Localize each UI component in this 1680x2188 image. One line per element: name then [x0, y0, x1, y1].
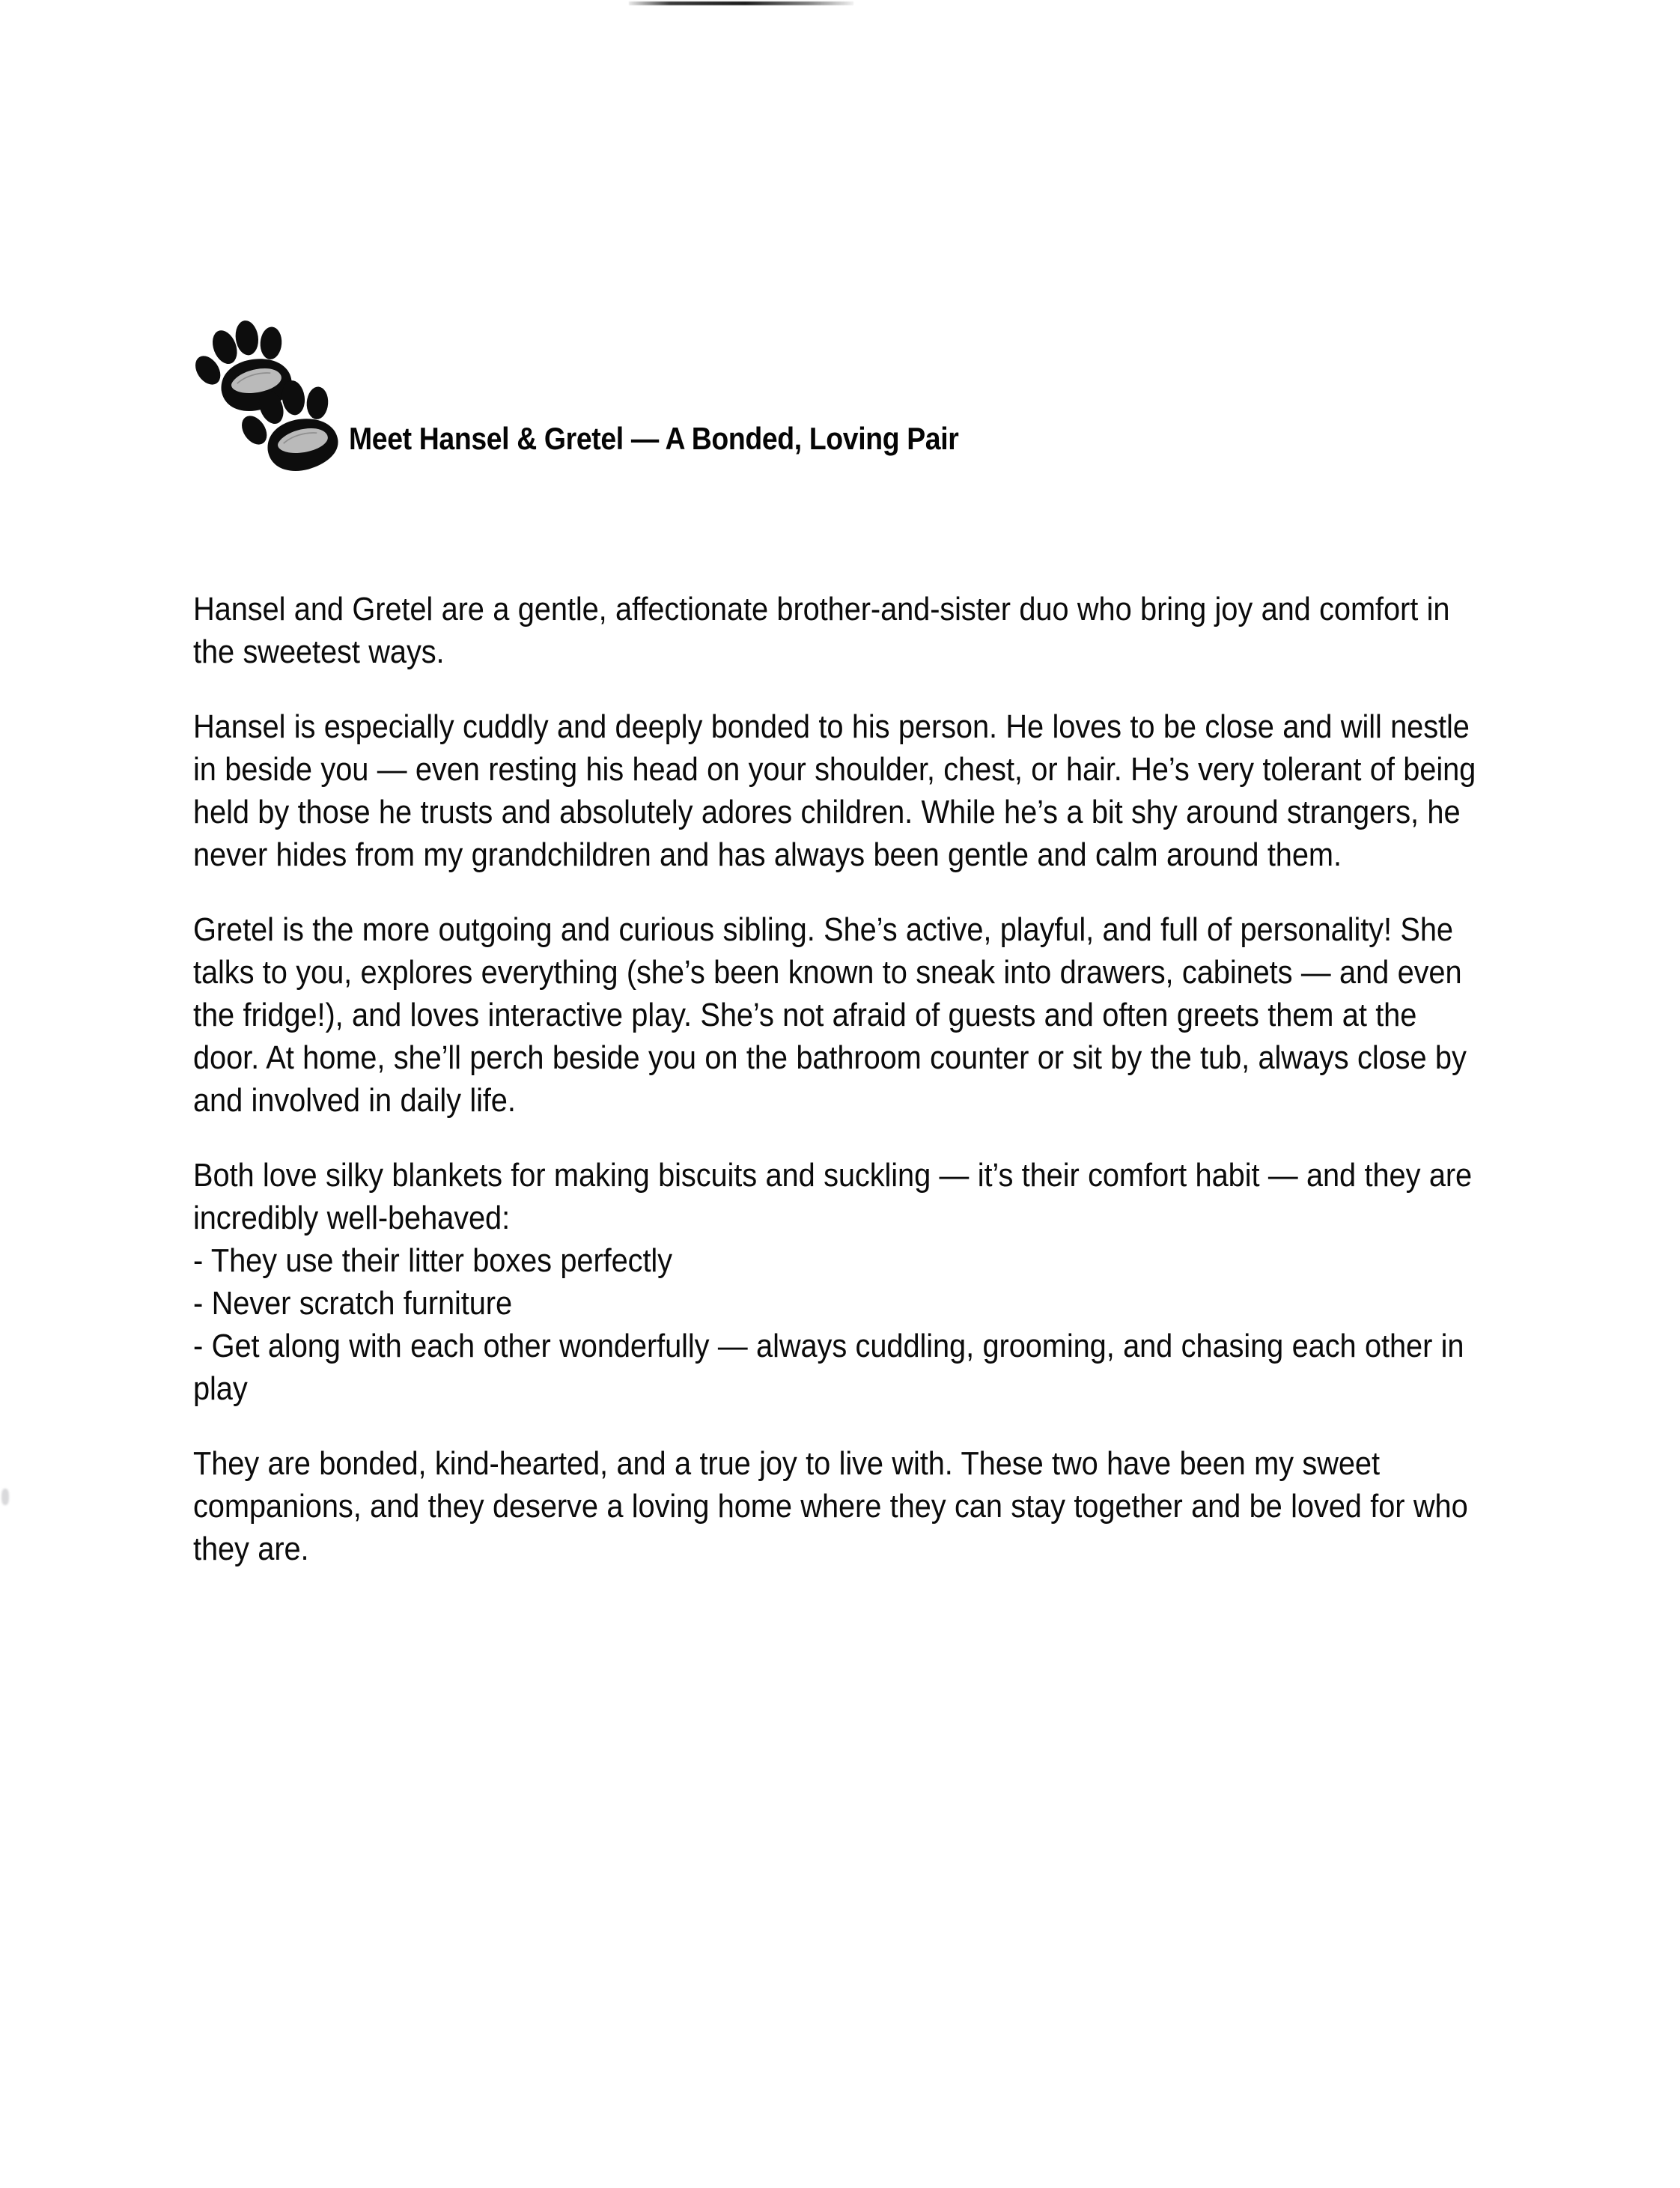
paragraph-gretel: Gretel is the more outgoing and curious sibling. She’s active, playful, and full of personality! She talks to you, explores everything (she’s been known to sneak into drawers, cabinets — and even the fridge!), and loves interactive play. She’s not afraid of guests and often greets them at the door. At home, she’ll perch beside you on the bathroom counter or sit by the tub, always close by and involved in daily life.: [193, 912, 1467, 1119]
scan-artifact-left-speck: [1, 1489, 9, 1505]
behavior-lead-in: Both love silky blankets for making biscuits and suckling — it’s their comfort habit — and they are incredibly well-behaved:: [193, 1158, 1473, 1236]
page-title: Meet Hansel & Gretel — A Bonded, Loving Pair: [349, 421, 959, 456]
paragraph-closing: They are bonded, kind-hearted, and a true joy to live with. These two have been my sweet companions, and they deserve a loving home where they can stay together and be loved for who they are.: [193, 1446, 1468, 1567]
behavior-bullet-get-along: - Get along with each other wonderfully — always cuddling, grooming, and chasing each other in play: [193, 1328, 1464, 1407]
behavior-bullet-furniture: - Never scratch furniture: [193, 1286, 513, 1322]
document-body: [193, 589, 1488, 1571]
paragraph-hansel: Hansel is especially cuddly and deeply bonded to his person. He loves to be close and will nestle in beside you — even resting his head on your shoulder, chest, or hair. He’s very tolerant of being held by those he trusts and absolutely adores children. While he’s a bit shy around strangers, he never hides from my grandchildren and has always been gentle and calm around them.: [193, 709, 1476, 873]
scan-artifact-top-smudge: [629, 1, 853, 5]
paragraph-intro: Hansel and Gretel are a gentle, affectionate brother-and-sister duo who bring joy and comfort in the sweetest ways.: [193, 592, 1450, 670]
behavior-bullet-litter-boxes: - They use their litter boxes perfectly: [193, 1243, 672, 1279]
paw-print-icon: [229, 364, 362, 497]
document-header: [193, 314, 1481, 479]
